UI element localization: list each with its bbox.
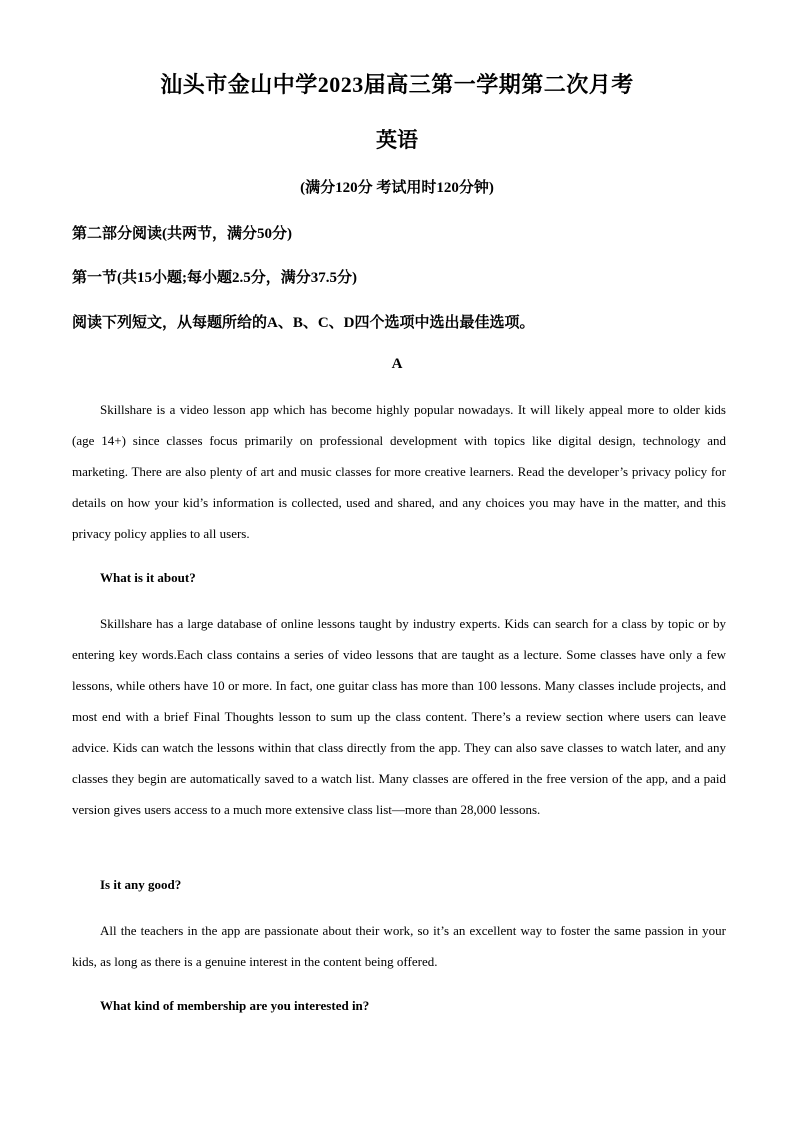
paragraph-text: All the teachers in the app are passionate about their work, so it’s an excellent way to foster the same passion in your kids, as long as there is a genuine interest in the content being offered.	[72, 923, 726, 969]
exam-title: 汕头市金山中学2023届高三第一学期第二次月考	[160, 72, 634, 97]
paragraph-text: Skillshare is a video lesson app which has become highly popular nowadays. It will likely appeal more to older kids (age 14+) since classes focus primarily on professional development with topics like digital design, technology and marketing. There are also plenty of art and music classes for more creative learners. Read the developer’s privacy policy for details on how your kid’s information is collected, used and shared, and any choices you may have in the matter, and this privacy policy applies to all users.	[72, 402, 726, 541]
paragraph-teachers	[72, 915, 726, 977]
paragraph-intro	[72, 394, 726, 549]
subject-title: 英语	[376, 128, 418, 152]
paragraph-database	[72, 608, 726, 825]
part-heading: 第二部分阅读(共两节，满分50分)	[72, 226, 292, 242]
subheading-what-about: What is it about?	[100, 570, 196, 585]
exam-info: (满分120分 考试用时120分钟)	[300, 180, 494, 196]
subheading-any-good: Is it any good?	[100, 877, 182, 892]
passage-label: A	[391, 356, 403, 372]
instruction-text: 阅读下列短文，从每题所给的A、B、C、D四个选项中选出最佳选项。	[72, 315, 535, 331]
section-heading: 第一节(共15小题;每小题2.5分，满分37.5分)	[72, 270, 357, 286]
subheading-membership: What kind of membership are you interested in?	[100, 998, 370, 1013]
paragraph-text: Skillshare has a large database of online lessons taught by industry experts. Kids can search for a class by topic or by entering key words.Each class contains a series of video lessons that are taught as a lecture. Some classes have only a few lessons, while others have 10 or more. In fact, one guitar class has more than 100 lessons. Many classes include projects, and most end with a brief Final Thoughts lesson to sum up the class content. There’s a review section where users can leave advice. Kids can watch the lessons within that class directly from the app. They can also save classes to watch later, and any classes they begin are automatically saved to a watch list. Many classes are offered in the free version of the app, and a paid version gives users access to a much more extensive class list—more than 28,000 lessons.	[72, 616, 726, 817]
